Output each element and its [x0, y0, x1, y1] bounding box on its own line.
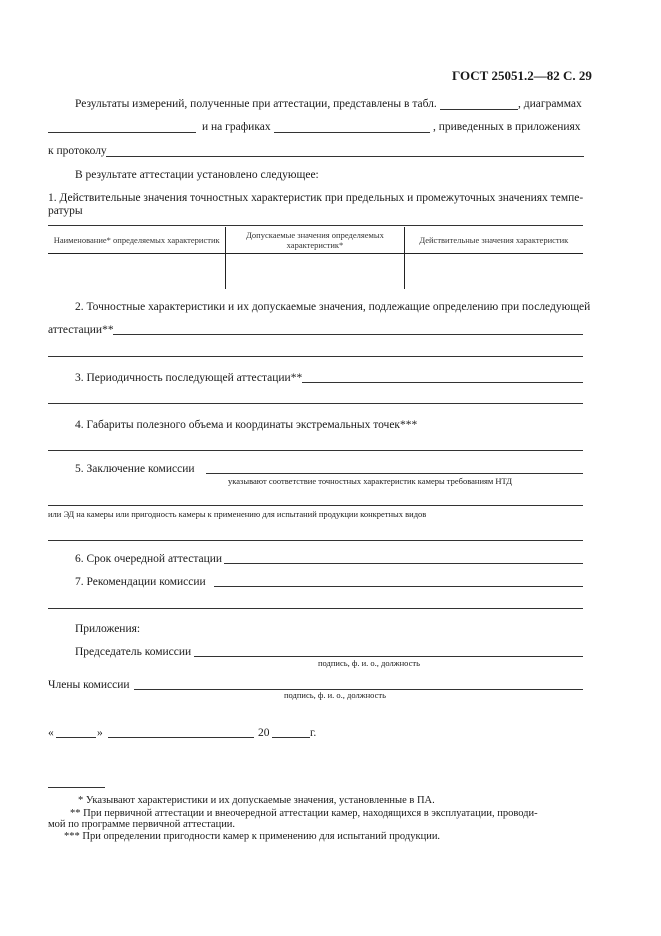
blank-item7-b[interactable] — [48, 608, 583, 609]
blank-diagrams[interactable] — [48, 132, 196, 133]
blank-item4[interactable] — [48, 450, 583, 451]
blank-protocol[interactable] — [106, 156, 584, 157]
blank-item5-c[interactable] — [48, 540, 583, 541]
item1-text-b: ратуры — [48, 205, 83, 217]
blank-date-day[interactable] — [56, 737, 96, 738]
footnote-1: * Указывают характеристики и их допускаемые значения, установленные в ПА. — [78, 795, 435, 806]
blank-table-number[interactable] — [440, 109, 518, 110]
blank-item3-a[interactable] — [302, 382, 583, 383]
members-hint: подпись, ф. и. о., должность — [284, 690, 387, 700]
item1-text-a: 1. Действительные значения точностных характеристик при предельных и промежуточных значениях темпе- — [48, 192, 584, 204]
item4-text: 4. Габариты полезного объема и координаты экстремальных точек*** — [75, 419, 418, 431]
chair-label: Председатель комиссии — [75, 646, 192, 658]
date-open-quote: « — [48, 727, 54, 739]
blank-chair[interactable] — [194, 656, 583, 657]
item5-hint1: указывают соответствие точностных характеристик камеры требованиям НТД — [228, 476, 512, 486]
item3-text: 3. Периодичность последующей аттестации** — [75, 372, 303, 384]
table-cell-name[interactable] — [48, 253, 226, 289]
date-suffix: г. — [310, 727, 317, 739]
members-label: Члены комиссии — [48, 679, 130, 691]
intro-line2-end: , приведенных в приложениях — [433, 121, 581, 133]
intro-line3: к протоколу — [48, 145, 107, 157]
table-col-name: Наименование* определяемых характеристик — [48, 227, 226, 253]
blank-graphs[interactable] — [274, 132, 430, 133]
item7-text: 7. Рекомендации комиссии — [75, 576, 206, 588]
item2-text-a: 2. Точностные характеристики и их допускаемые значения, подлежащие определению при последующей — [75, 301, 591, 313]
footnote-separator — [48, 787, 105, 788]
table-col-actual: Действительные значения характеристик — [404, 227, 583, 253]
appendix-label: Приложения: — [75, 623, 141, 635]
item6-text: 6. Срок очередной аттестации — [75, 553, 223, 565]
item5-label: 5. Заключение комиссии — [75, 463, 195, 475]
blank-item2-b[interactable] — [48, 356, 583, 357]
table-top-rule — [48, 225, 583, 226]
table-cell-allowed[interactable] — [226, 253, 404, 289]
blank-date-month[interactable] — [108, 737, 254, 738]
table-col-allowed: Допускаемые значения определяемых характеристик* — [226, 227, 404, 253]
footnote-3: *** При определении пригодности камер к применению для испытаний продукции. — [64, 831, 441, 842]
footnote-2-cont: мой по программе первичной аттестации. — [48, 819, 236, 830]
blank-item3-b[interactable] — [48, 403, 583, 404]
item2-text-b: аттестации** — [48, 324, 114, 336]
blank-item5-b[interactable] — [48, 505, 583, 506]
date-year-prefix: 20 — [258, 727, 270, 739]
blank-date-year[interactable] — [272, 737, 310, 738]
page-header: ГОСТ 25051.2—82 С. 29 — [452, 68, 592, 83]
intro-line2-mid: и на графиках — [202, 121, 271, 133]
blank-item2-a[interactable] — [113, 334, 583, 335]
results-table — [48, 227, 583, 289]
blank-item6[interactable] — [224, 563, 583, 564]
intro-line1: Результаты измерений, полученные при аттестации, представлены в табл. — [75, 98, 437, 110]
intro-line1-end: , диаграммах — [518, 98, 582, 110]
item5-hint2: или ЭД на камеры или пригодность камеры к применению для испытаний продукции конкретных видов — [48, 509, 427, 519]
intro-line4: В результате аттестации установлено следующее: — [75, 169, 319, 181]
chair-hint: подпись, ф. и. о., должность — [318, 658, 421, 668]
blank-item7-a[interactable] — [214, 586, 583, 587]
table-cell-actual[interactable] — [404, 253, 583, 289]
date-close-quote: » — [97, 727, 103, 739]
blank-item5-a[interactable] — [206, 473, 583, 474]
footnote-2: ** При первичной аттестации и внеочередной аттестации камер, находящихся в эксплуатации, проводи- — [70, 808, 538, 819]
